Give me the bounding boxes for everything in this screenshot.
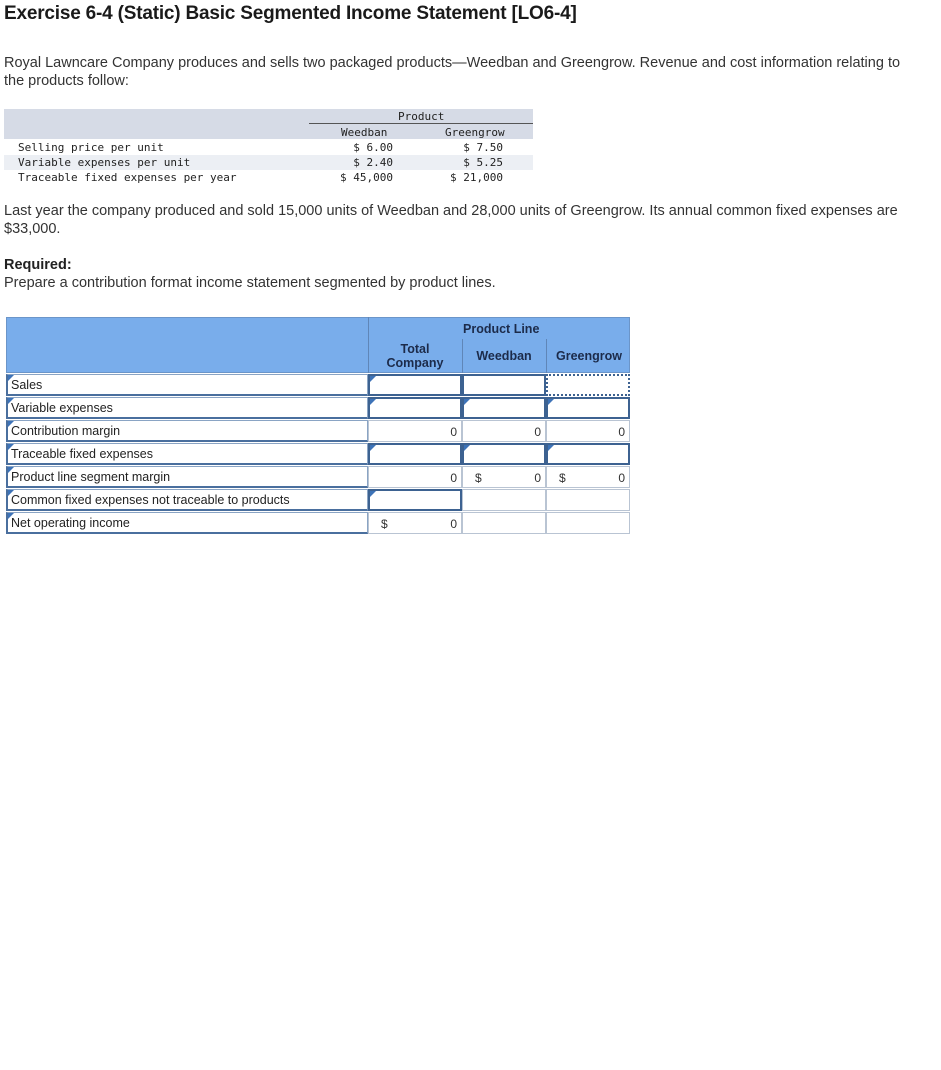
input-indicator-icon [548,399,554,405]
row-sales [6,374,630,396]
row-label: Variable expenses per unit [18,156,191,169]
row-label-common-fixed-expenses[interactable]: Common fixed expenses not traceable to products [6,489,368,511]
common-fixed-weedban [462,489,546,511]
variable-expenses-greengrow-input[interactable] [546,397,630,419]
segment-margin-weedban: $ 0 [462,466,546,488]
input-indicator-icon [548,445,554,451]
contribution-margin-weedban: 0 [462,420,546,442]
weedban-value: $ 2.40 [353,156,393,169]
common-fixed-total-input[interactable] [368,489,462,511]
row-label: Traceable fixed expenses per year [18,171,237,184]
row-variable-expenses [6,397,630,419]
column-header-greengrow: Greengrow [556,349,622,363]
greengrow-value: $ 7.50 [463,141,503,154]
row-label-variable-expenses[interactable]: Variable expenses [6,397,368,419]
table-row [4,171,533,186]
row-contribution-margin [6,420,630,442]
table-row [4,141,533,156]
input-indicator-icon [370,491,376,497]
dropdown-indicator-icon [8,421,14,427]
sales-greengrow-input[interactable] [546,374,630,396]
row-label-sales[interactable]: Sales [6,374,368,396]
row-label-traceable-fixed-expenses[interactable]: Traceable fixed expenses [6,443,368,465]
common-fixed-greengrow [546,489,630,511]
weedban-value: $ 6.00 [353,141,393,154]
traceable-fixed-weedban-input[interactable] [462,443,546,465]
dropdown-indicator-icon [8,375,14,381]
column-header-weedban: Weedban [341,126,388,139]
weedban-value: $ 45,000 [340,171,393,184]
intro-paragraph: Royal Lawncare Company produces and sells two packaged products—Weedban and Greengrow. Revenue and cost information relating to the products follow: [4,55,901,89]
row-label-contribution-margin[interactable]: Contribution margin [6,420,368,442]
net-operating-income-total: $ 0 [368,512,462,534]
column-header-total-company: Total Company [386,342,444,370]
dropdown-indicator-icon [8,467,14,473]
header-underline [309,123,533,124]
required-label: Required: [4,257,72,273]
input-indicator-icon [464,445,470,451]
column-header-greengrow: Greengrow [445,126,505,139]
variable-expenses-total-input[interactable] [368,397,462,419]
traceable-fixed-total-input[interactable] [368,443,462,465]
contribution-margin-total: 0 [368,420,462,442]
segment-margin-total: 0 [368,466,462,488]
input-indicator-icon [370,399,376,405]
statement-header-label-area [6,317,369,373]
row-traceable-fixed-expenses [6,443,630,465]
last-year-paragraph: Last year the company produced and sold 15,000 units of Weedban and 28,000 units of Greengrow. Its annual common fixed expenses are $33,000. [4,203,898,237]
row-net-operating-income [6,512,630,534]
row-label-net-operating-income[interactable]: Net operating income [6,512,368,534]
row-label-segment-margin[interactable]: Product line segment margin [6,466,368,488]
product-line-header: Product Line [463,322,540,336]
row-common-fixed-expenses [6,489,630,511]
dropdown-indicator-icon [8,444,14,450]
contribution-margin-greengrow: 0 [546,420,630,442]
segment-margin-greengrow: $ 0 [546,466,630,488]
row-label: Selling price per unit [18,141,164,154]
header-divider [546,339,547,373]
traceable-fixed-greengrow-input[interactable] [546,443,630,465]
segmented-income-statement [6,317,631,535]
dropdown-indicator-icon [8,490,14,496]
table-row [4,156,533,171]
dropdown-indicator-icon [8,513,14,519]
input-indicator-icon [464,399,470,405]
net-operating-income-greengrow [546,512,630,534]
column-header-weedban: Weedban [476,349,532,363]
product-group-header: Product [398,110,445,123]
greengrow-value: $ 21,000 [450,171,503,184]
page-title: Exercise 6-4 (Static) Basic Segmented Income Statement [LO6-4] [4,3,577,24]
sales-weedban-input[interactable] [462,374,546,396]
input-indicator-icon [370,445,376,451]
greengrow-value: $ 5.25 [463,156,503,169]
net-operating-income-weedban [462,512,546,534]
product-info-table [4,109,533,187]
required-text: Prepare a contribution format income statement segmented by product lines. [4,275,496,291]
dropdown-indicator-icon [8,398,14,404]
variable-expenses-weedban-input[interactable] [462,397,546,419]
input-indicator-icon [370,376,376,382]
sales-total-input[interactable] [368,374,462,396]
row-product-line-segment-margin [6,466,630,488]
